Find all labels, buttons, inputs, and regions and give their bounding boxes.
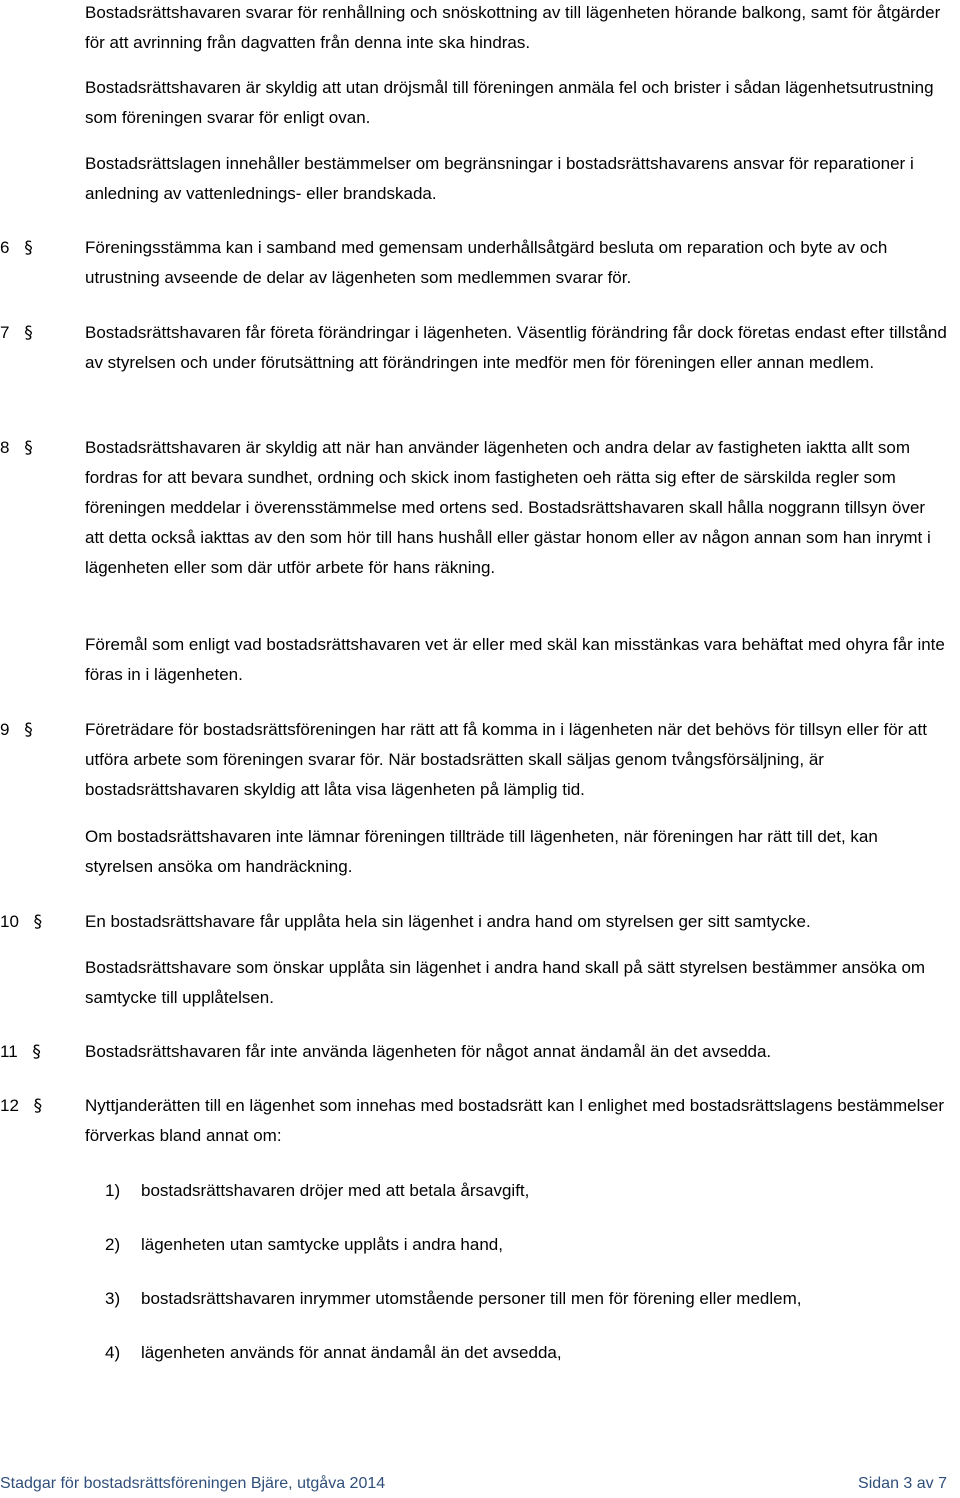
- footer-document-title: Stadgar för bostadsrättsföreningen Bjäre, utgåva 2014: [0, 1475, 386, 1492]
- list-item-number: 3): [105, 1289, 121, 1308]
- section-number-9: [0, 715, 80, 745]
- section-num: 10: [0, 912, 19, 931]
- list-item-number: 2): [105, 1235, 121, 1254]
- section-8-text-vermin: Föremål som enligt vad bostadsrättshavaren vet är eller med skäl kan misstänkas vara behäftat med ohyra får inte föras in i lägenheten.: [85, 635, 945, 684]
- paragraph-balcony: Bostadsrättshavaren svarar för renhållning och snöskottning av till lägenheten hörande balkong, samt för åtgärder för att avrinning från dagvatten från denna inte ska hindras.: [85, 3, 941, 52]
- section-sign: §: [24, 323, 33, 343]
- section-num: 9: [0, 720, 10, 739]
- section-7-text: Bostadsrättshavaren får företa förändringar i lägenheten. Väsentlig förändring får dock företas endast efter tillstånd av styrelsen och under förutsättning att förändringen inte medför men för föreningen eller annan medlem.: [85, 323, 947, 372]
- section-number-11: [0, 1037, 80, 1067]
- section-num: 6: [0, 238, 10, 257]
- paragraph-law-limits: Bostadsrättslagen innehåller bestämmelser om begränsningar i bostadsrättshavarens ansvar för reparationer i anledning av vattenlednings- eller brandskada.: [85, 154, 914, 203]
- section-9-text-enforcement: Om bostadsrättshavaren inte lämnar föreningen tillträde till lägenheten, när föreningen har rätt till det, kan styrelsen ansöka om handräckning.: [85, 827, 878, 876]
- section-8-text: Bostadsrättshavaren är skyldig att när han använder lägenheten och andra delar av fastigheten iaktta allt som fordras for att bevara sundhet, ordning och skick inom fastigheten oeh rätta sig efter de särskilda regler som föreningen meddelar i överensstämmelse med ortens sed. Bostadsrättshavaren skall hålla noggrann tillsyn över att detta också iakttas av den som hör till hans hushåll eller gästar honom eller av någon annan som han inrymt i lägenheten eller som där utför arbete för hans räkning.: [85, 438, 931, 577]
- section-num: 8: [0, 438, 10, 457]
- list-item-text: bostadsrättshavaren inrymmer utomstående personer till men för förening eller medlem,: [141, 1289, 802, 1308]
- section-9-text: Företrädare för bostadsrättsföreningen har rätt att få komma in i lägenheten när det behövs för tillsyn eller för att utföra arbete som föreningen svarar för. När bostadsrätten skall säljas genom tvångsförsäljning, är bostadsrättshavaren skyldig att låta visa lägenheten på lämplig tid.: [85, 720, 927, 799]
- section-number-12: [0, 1091, 80, 1121]
- section-num: 7: [0, 323, 10, 342]
- section-num: 11: [0, 1042, 18, 1061]
- section-10-text-consent: Bostadsrättshavare som önskar upplåta sin lägenhet i andra hand skall på sätt styrelsen bestämmer ansöka om samtycke till upplåtelsen.: [85, 958, 926, 1007]
- section-sign: §: [32, 1042, 41, 1062]
- section-6-text: Föreningsstämma kan i samband med gemensam underhållsåtgärd besluta om reparation och byte av och utrustning avseende de delar av lägenheten som medlemmen svarar för.: [85, 238, 888, 287]
- section-11-text: Bostadsrättshavaren får inte använda lägenheten för något annat ändamål än det avsedda.: [85, 1042, 772, 1061]
- list-item: [105, 1230, 945, 1260]
- section-sign: §: [24, 720, 33, 740]
- section-sign: §: [24, 438, 33, 458]
- list-item-text: lägenheten används för annat ändamål än det avsedda,: [141, 1343, 562, 1362]
- section-10-text: En bostadsrättshavare får upplåta hela sin lägenhet i andra hand om styrelsen ger sitt samtycke.: [85, 912, 811, 931]
- section-number-6: [0, 233, 80, 263]
- section-sign: §: [33, 1096, 43, 1116]
- section-number-10: [0, 907, 80, 937]
- section-number-7: [0, 318, 80, 348]
- section-sign: §: [24, 238, 33, 258]
- paragraph-report-faults: Bostadsrättshavaren är skyldig att utan dröjsmål till föreningen anmäla fel och brister i sådan lägenhetsutrustning som föreningen svarar för enligt ovan.: [85, 78, 934, 127]
- list-item: [105, 1284, 945, 1314]
- list-item: [105, 1338, 945, 1368]
- section-sign: §: [33, 912, 43, 932]
- list-item: [105, 1176, 945, 1206]
- section-num: 12: [0, 1096, 19, 1115]
- list-item-number: 4): [105, 1343, 121, 1362]
- section-number-8: [0, 433, 80, 463]
- page-footer: [0, 1470, 947, 1498]
- list-item-text: lägenheten utan samtycke upplåts i andra hand,: [141, 1235, 503, 1254]
- list-item-text: bostadsrättshavaren dröjer med att betala årsavgift,: [141, 1181, 530, 1200]
- list-item-number: 1): [105, 1181, 121, 1200]
- section-12-text: Nyttjanderätten till en lägenhet som innehas med bostadsrätt kan l enlighet med bostadsrättslagens bestämmelser förverkas bland annat om:: [85, 1096, 944, 1145]
- footer-page-number: Sidan 3 av 7: [858, 1475, 947, 1492]
